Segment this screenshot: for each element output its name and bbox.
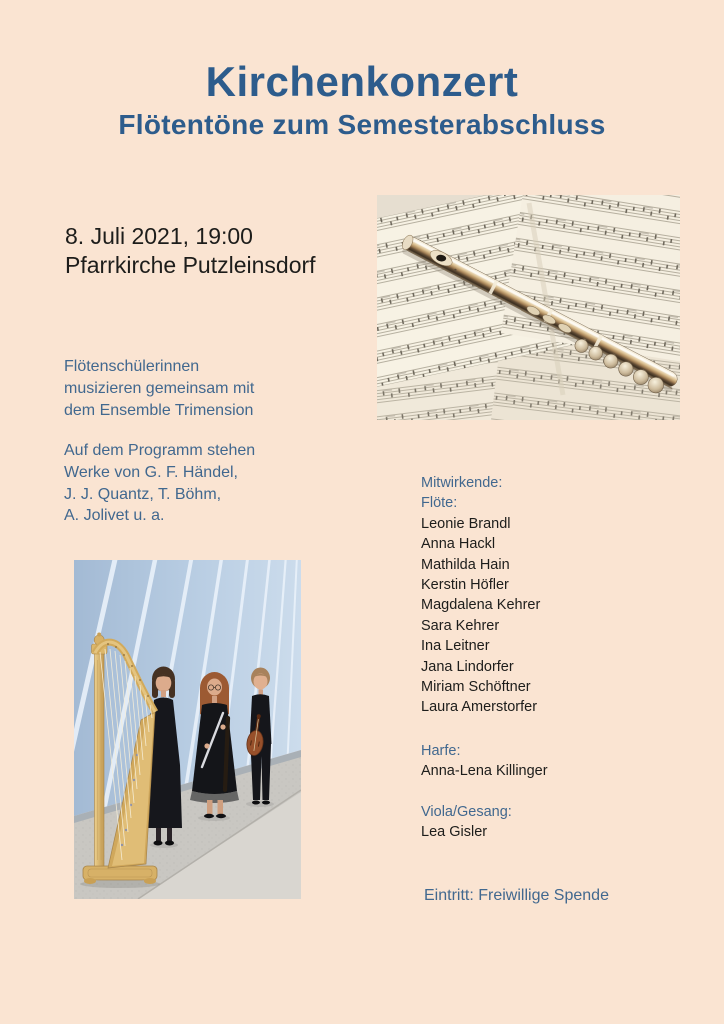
viola-section-label: Viola/Gesang:: [421, 803, 512, 820]
participant-name: Magdalena Kehrer: [421, 597, 541, 614]
participant-name: Mathilda Hain: [421, 556, 510, 573]
program-line: J. J. Quantz, T. Böhm,: [64, 485, 222, 503]
harp-section-label: Harfe:: [421, 742, 461, 759]
flute-section-label: Flöte:: [421, 495, 458, 512]
intro-line: musizieren gemeinsam mit: [64, 379, 255, 397]
event-date: 8. Juli 2021, 19:00: [65, 223, 253, 249]
participant-name: Sara Kehrer: [421, 617, 500, 634]
participants-list: [421, 473, 548, 843]
participant-name: Kerstin Höfler: [421, 577, 509, 594]
event-info: [65, 222, 316, 279]
participant-name: Anna-Lena Killinger: [421, 763, 548, 780]
participant-name: Anna Hackl: [421, 536, 496, 553]
participant-name: Ina Leitner: [421, 638, 490, 655]
event-location: Pfarrkirche Putzleinsdorf: [65, 251, 316, 278]
participant-name: Miriam Schöftner: [421, 679, 531, 696]
poster-subtitle: Flötentöne zum Semesterabschluss: [118, 109, 606, 140]
intro-line: Flötenschülerinnen: [64, 358, 200, 375]
participant-name: Laura Amerstorfer: [421, 699, 538, 716]
participant-name: Leonie Brandl: [421, 515, 511, 532]
participant-name: Lea Gisler: [421, 824, 488, 841]
participants-heading: Mitwirkende:: [421, 475, 503, 491]
ensemble-photo: [74, 560, 301, 899]
dark-flute-instrument: [225, 718, 228, 790]
ensemble-photo-illustration: [74, 560, 301, 899]
flute-photo: [377, 195, 680, 420]
flute-photo-illustration: [377, 195, 680, 420]
admission-note: Eintritt: Freiwillige Spende: [424, 887, 609, 904]
poster-title: Kirchenkonzert: [205, 58, 519, 105]
program-line: Werke von G. F. Händel,: [64, 463, 238, 481]
program-line: Auf dem Programm stehen: [64, 442, 256, 459]
program-line: A. Jolivet u. a.: [64, 507, 165, 525]
participant-name: Jana Lindorfer: [421, 658, 514, 675]
intro-line: dem Ensemble Trimension: [64, 401, 254, 419]
intro-text: [64, 356, 254, 421]
program-text: [64, 440, 255, 527]
